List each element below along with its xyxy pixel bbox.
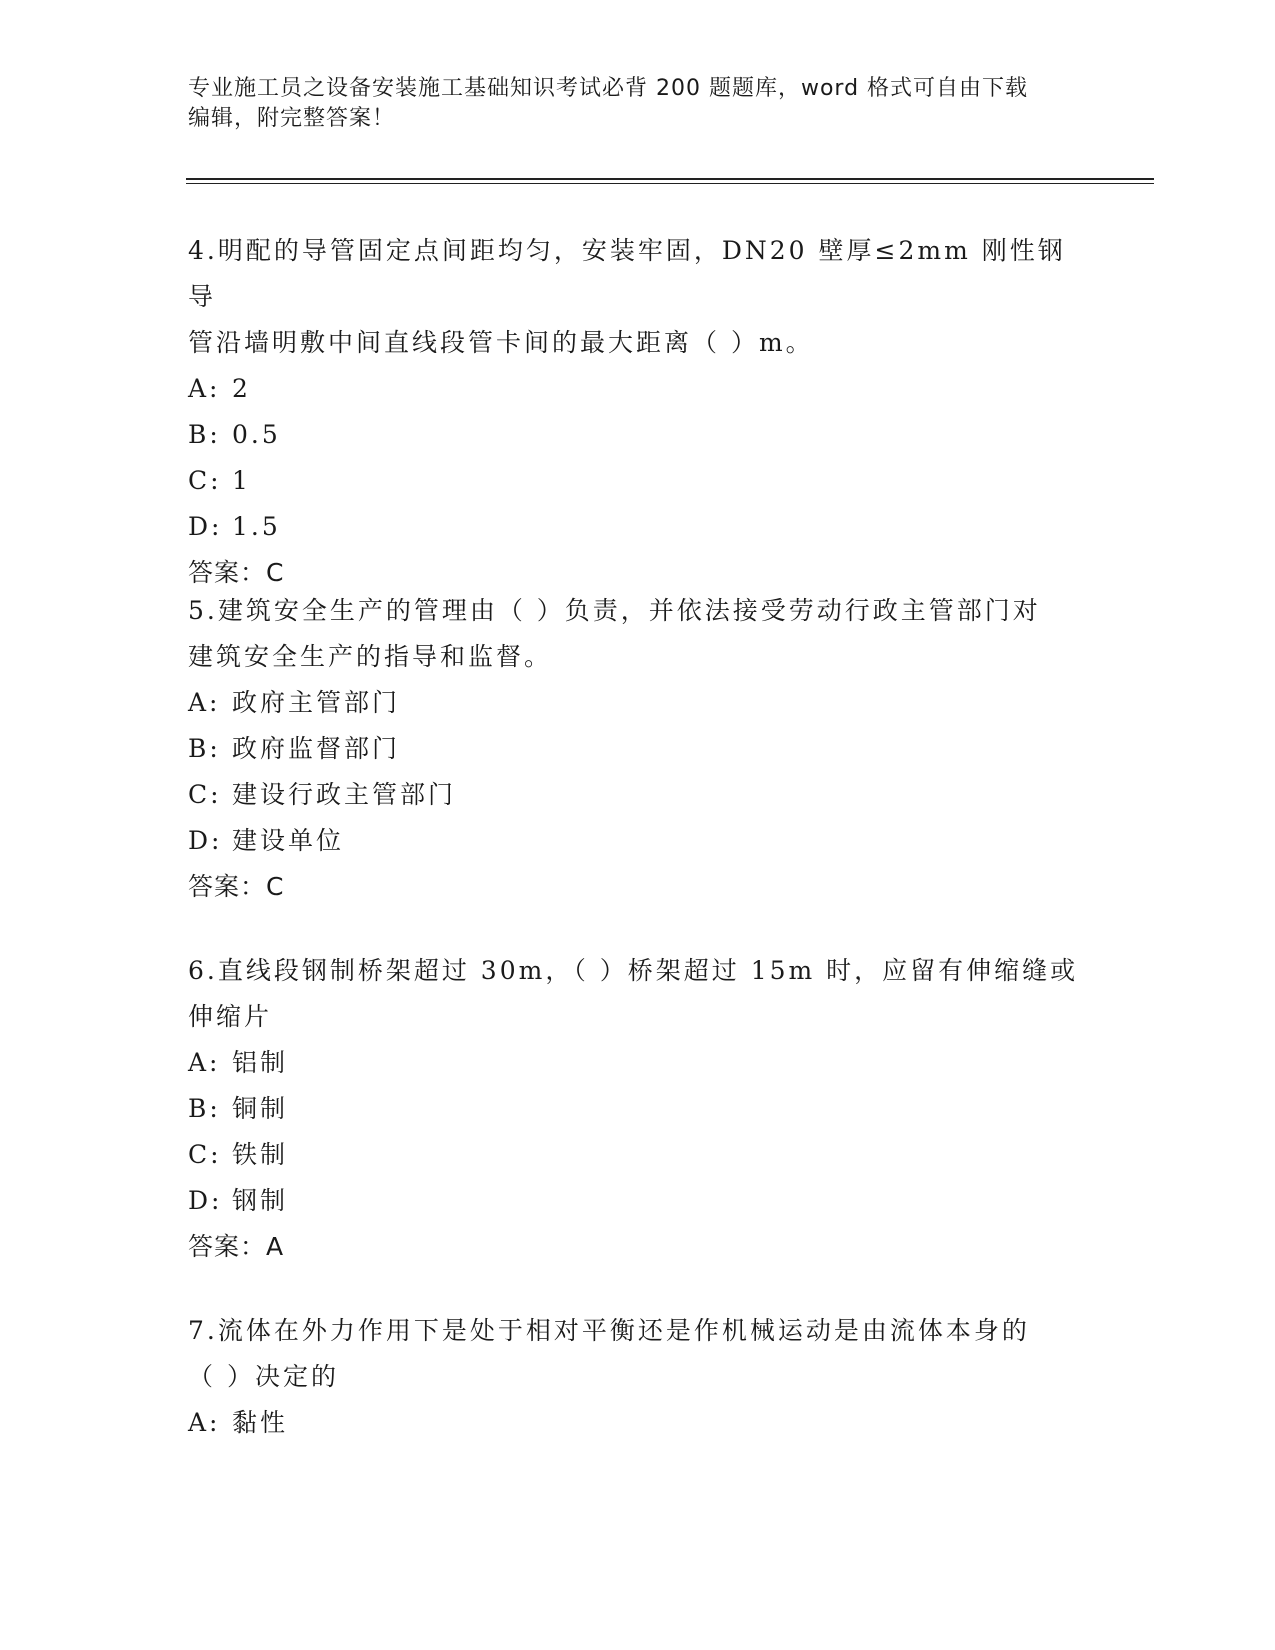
header-line-1: 专业施工员之设备安装施工基础知识考试必背 200 题题库，word 格式可自由下载: [188, 76, 1029, 101]
option-text: 铁制: [232, 1140, 289, 1169]
option-letter: A:: [188, 688, 221, 717]
answer-line: 答案：C: [188, 558, 285, 587]
option-letter: A:: [188, 1408, 221, 1437]
question-6: [188, 948, 1088, 1270]
option-letter: C:: [188, 780, 222, 809]
option-c: [188, 458, 1088, 504]
question-text-line-1: 6.直线段钢制桥架超过 30m，（ ）桥架超过 15m 时，应留有伸缩缝或: [188, 956, 1079, 985]
question-5: [188, 588, 1088, 910]
option-letter: A:: [188, 374, 221, 403]
option-letter: B:: [188, 420, 221, 449]
option-c: [188, 772, 1088, 818]
option-text: 铝制: [232, 1048, 289, 1077]
option-text: 政府监督部门: [232, 734, 401, 763]
question-4: [188, 228, 1088, 596]
option-b: [188, 1086, 1088, 1132]
question-7: [188, 1308, 1088, 1446]
option-b: [188, 726, 1088, 772]
option-text: 建设单位: [232, 826, 345, 855]
option-letter: D:: [188, 512, 223, 541]
option-a: [188, 1400, 1088, 1446]
option-a: [188, 366, 1088, 412]
option-text: 政府主管部门: [232, 688, 401, 717]
option-letter: A:: [188, 1048, 221, 1077]
option-a: [188, 680, 1088, 726]
option-text: 铜制: [232, 1094, 289, 1123]
option-text: 建设行政主管部门: [232, 780, 457, 809]
option-letter: D:: [188, 1186, 223, 1215]
question-text-line-1: 7.流体在外力作用下是处于相对平衡还是作机械运动是由流体本身的: [188, 1316, 1030, 1345]
option-text: 1.5: [232, 512, 281, 541]
answer-line: 答案：C: [188, 872, 285, 901]
question-text-line-2: 建筑安全生产的指导和监督。: [188, 642, 553, 671]
option-text: 1: [232, 466, 251, 495]
answer-line: 答案：A: [188, 1232, 285, 1261]
option-d: [188, 504, 1088, 550]
option-letter: D:: [188, 826, 223, 855]
question-text-line-2: 管沿墙明敷中间直线段管卡间的最大距离（ ）m。: [188, 328, 814, 357]
option-a: [188, 1040, 1088, 1086]
option-b: [188, 412, 1088, 458]
option-letter: C:: [188, 1140, 222, 1169]
option-text: 2: [232, 374, 251, 403]
option-d: [188, 1178, 1088, 1224]
header-line-2: 编辑，附完整答案！: [188, 106, 396, 131]
option-text: 钢制: [232, 1186, 289, 1215]
header-divider-thick: [186, 178, 1154, 180]
question-text-line-1: 4.明配的导管固定点间距均匀，安装牢固，DN20 壁厚≤2mm 刚性钢导: [188, 236, 1066, 311]
question-text-line-2: （ ）决定的: [188, 1362, 339, 1391]
option-letter: B:: [188, 1094, 221, 1123]
option-letter: C:: [188, 466, 222, 495]
option-c: [188, 1132, 1088, 1178]
option-text: 0.5: [232, 420, 281, 449]
question-text-line-2: 伸缩片: [188, 1002, 273, 1031]
option-text: 黏性: [232, 1408, 289, 1437]
option-d: [188, 818, 1088, 864]
option-letter: B:: [188, 734, 221, 763]
question-text-line-1: 5.建筑安全生产的管理由（ ）负责，并依法接受劳动行政主管部门对: [188, 596, 1041, 625]
document-header: [188, 74, 1088, 134]
header-divider-thin: [186, 183, 1154, 184]
